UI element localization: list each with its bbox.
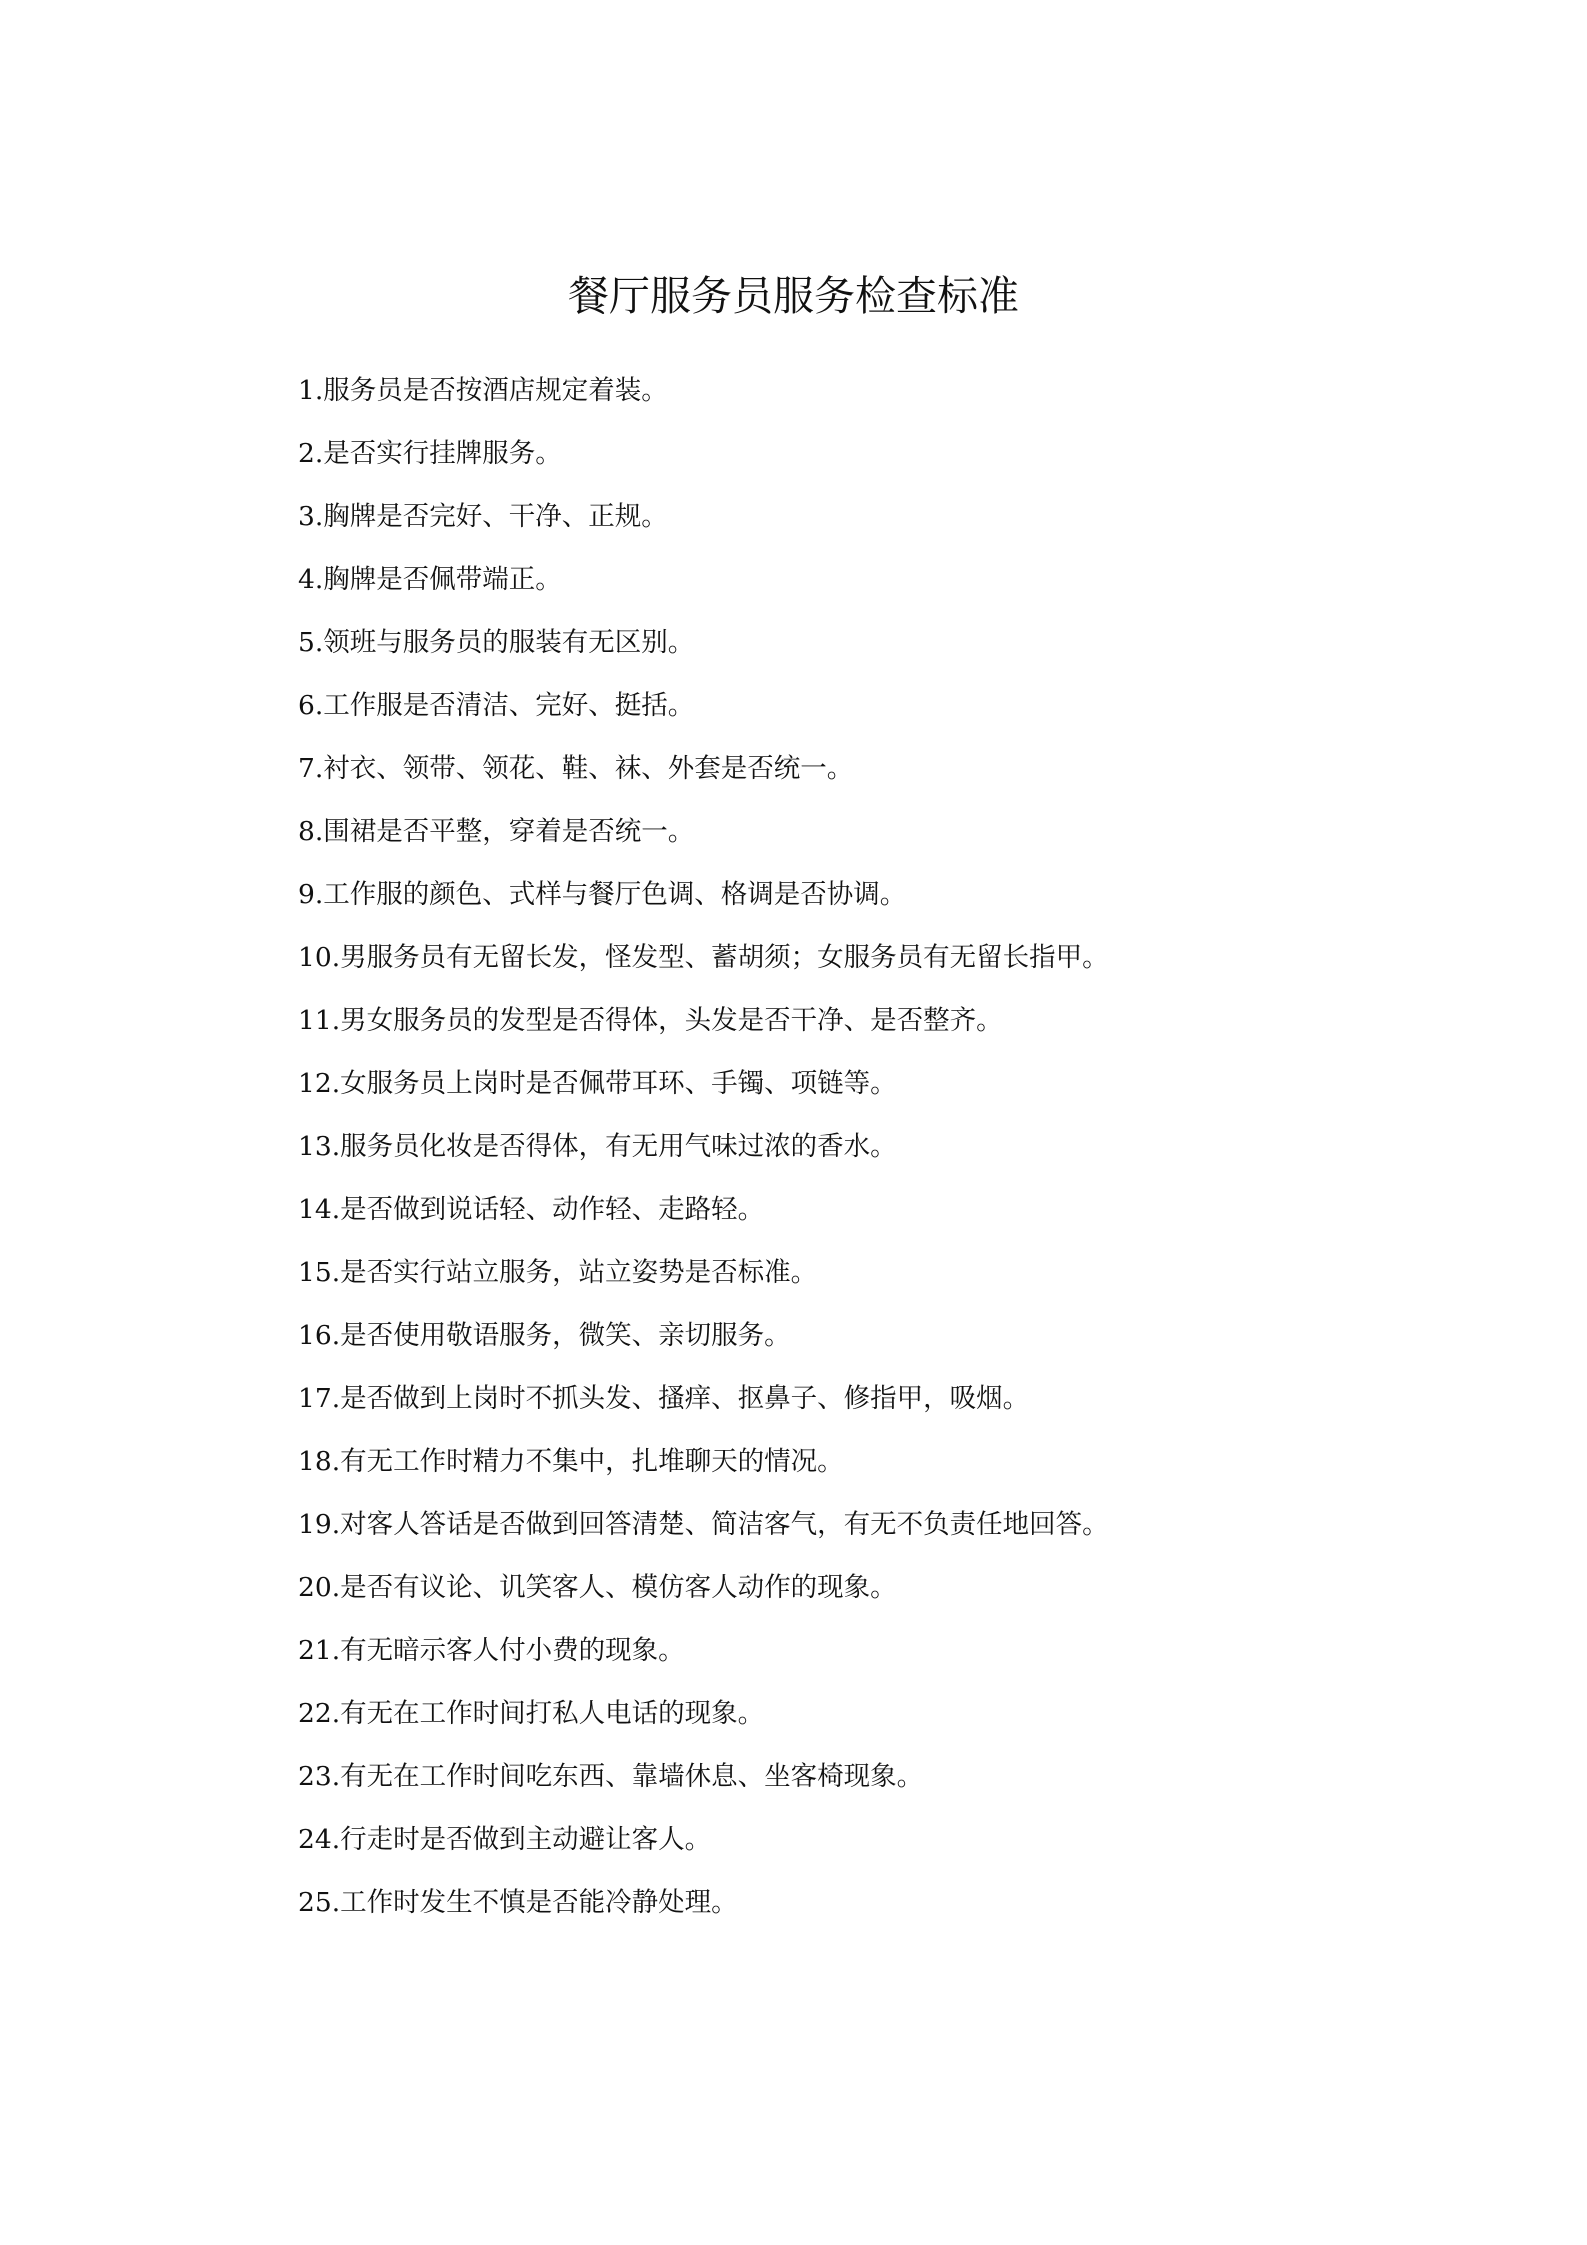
checklist-item: 2.是否实行挂牌服务。 — [298, 438, 562, 469]
checklist-item: 3.胸牌是否完好、干净、正规。 — [298, 501, 668, 532]
checklist-item: 10.男服务员有无留长发，怪发型、蓄胡须；女服务员有无留长指甲。 — [298, 942, 1109, 973]
checklist-item: 20.是否有议论、讥笑客人、模仿客人动作的现象。 — [298, 1572, 897, 1603]
document-title: 餐厅服务员服务检查标准 — [568, 272, 1019, 320]
checklist-item: 22.有无在工作时间打私人电话的现象。 — [298, 1698, 765, 1729]
checklist-item: 18.有无工作时精力不集中，扎堆聊天的情况。 — [298, 1446, 844, 1477]
checklist-item: 1.服务员是否按酒店规定着装。 — [298, 375, 668, 406]
checklist-item: 25.工作时发生不慎是否能冷静处理。 — [298, 1887, 738, 1918]
checklist-item: 6.工作服是否清洁、完好、挺括。 — [298, 690, 695, 721]
checklist-item: 24.行走时是否做到主动避让客人。 — [298, 1824, 712, 1855]
checklist-item: 5.领班与服务员的服装有无区别。 — [298, 627, 695, 658]
checklist-item: 19.对客人答话是否做到回答清楚、简洁客气，有无不负责任地回答。 — [298, 1509, 1109, 1540]
checklist-item: 11.男女服务员的发型是否得体，头发是否干净、是否整齐。 — [298, 1005, 1003, 1036]
checklist-item: 13.服务员化妆是否得体，有无用气味过浓的香水。 — [298, 1131, 897, 1162]
checklist-item: 8.围裙是否平整，穿着是否统一。 — [298, 816, 695, 847]
checklist-item: 21.有无暗示客人付小费的现象。 — [298, 1635, 685, 1666]
checklist-item: 7.衬衣、领带、领花、鞋、袜、外套是否统一。 — [298, 753, 854, 784]
checklist-item: 4.胸牌是否佩带端正。 — [298, 564, 562, 595]
checklist-item: 9.工作服的颜色、式样与餐厅色调、格调是否协调。 — [298, 879, 907, 910]
checklist-item: 23.有无在工作时间吃东西、靠墙休息、坐客椅现象。 — [298, 1761, 924, 1792]
checklist-item: 12.女服务员上岗时是否佩带耳环、手镯、项链等。 — [298, 1068, 897, 1099]
checklist — [298, 368, 1398, 1943]
checklist-item: 16.是否使用敬语服务，微笑、亲切服务。 — [298, 1320, 791, 1351]
checklist-item: 14.是否做到说话轻、动作轻、走路轻。 — [298, 1194, 765, 1225]
checklist-item: 17.是否做到上岗时不抓头发、搔痒、抠鼻子、修指甲，吸烟。 — [298, 1383, 1030, 1414]
checklist-item: 15.是否实行站立服务，站立姿势是否标准。 — [298, 1257, 818, 1288]
